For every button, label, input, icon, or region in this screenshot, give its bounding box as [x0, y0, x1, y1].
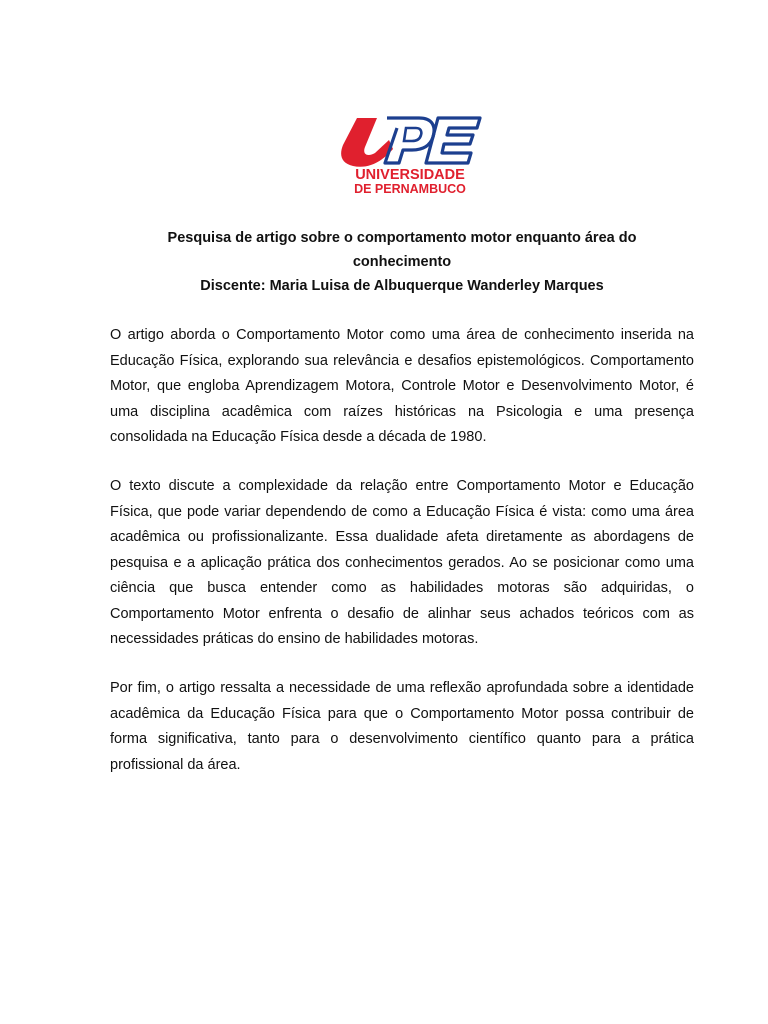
logo-line2: DE PERNAMBUCO: [354, 182, 466, 196]
body-paragraph-3: Por fim, o artigo ressalta a necessidade de uma reflexão aprofundada sobre a identidade acadêmica da Educação Física para que o Comportamento Motor possa contribuir de forma significativa, tanto para o desenvolvimento científico quanto para a prática profissional da área.: [110, 680, 694, 773]
body-paragraph-2: O texto discute a complexidade da relação entre Comportamento Motor e Educação Física, que pode variar dependendo de como a Educação Física é vista: como uma área acadêmica ou profissionalizante. Essa dualidade afeta diretamente as abordagens de pesquisa e a aplicação prática dos conhecimentos gerados. Ao se posicionar como uma ciência que busca entender como as habilidades motoras são adquiridas, o Comportamento Motor enfrenta o desafio de alinhar seus achados teóricos com as necessidades práticas do ensino de habilidades motoras.: [110, 478, 694, 647]
document-title-line1: Pesquisa de artigo sobre o comportamento motor enquanto área do: [167, 230, 637, 246]
upe-logo-graphic: [337, 113, 483, 197]
upe-logo: [337, 113, 483, 197]
document-title-line2: conhecimento: [352, 254, 452, 270]
document-author: Discente: Maria Luisa de Albuquerque Wanderley Marques: [200, 278, 604, 294]
logo-line1: UNIVERSIDADE: [355, 167, 465, 183]
body-paragraph-1: O artigo aborda o Comportamento Motor como uma área de conhecimento inserida na Educação Física, explorando sua relevância e desafios epistemológicos. Comportamento Motor, que engloba Aprendizagem Motora, Controle Motor e Desenvolvimento Motor, é uma disciplina acadêmica com raízes históricas na Psicologia e uma presença consolidada na Educação Física desde a década de 1980.: [110, 327, 694, 445]
document-header: [110, 226, 694, 298]
